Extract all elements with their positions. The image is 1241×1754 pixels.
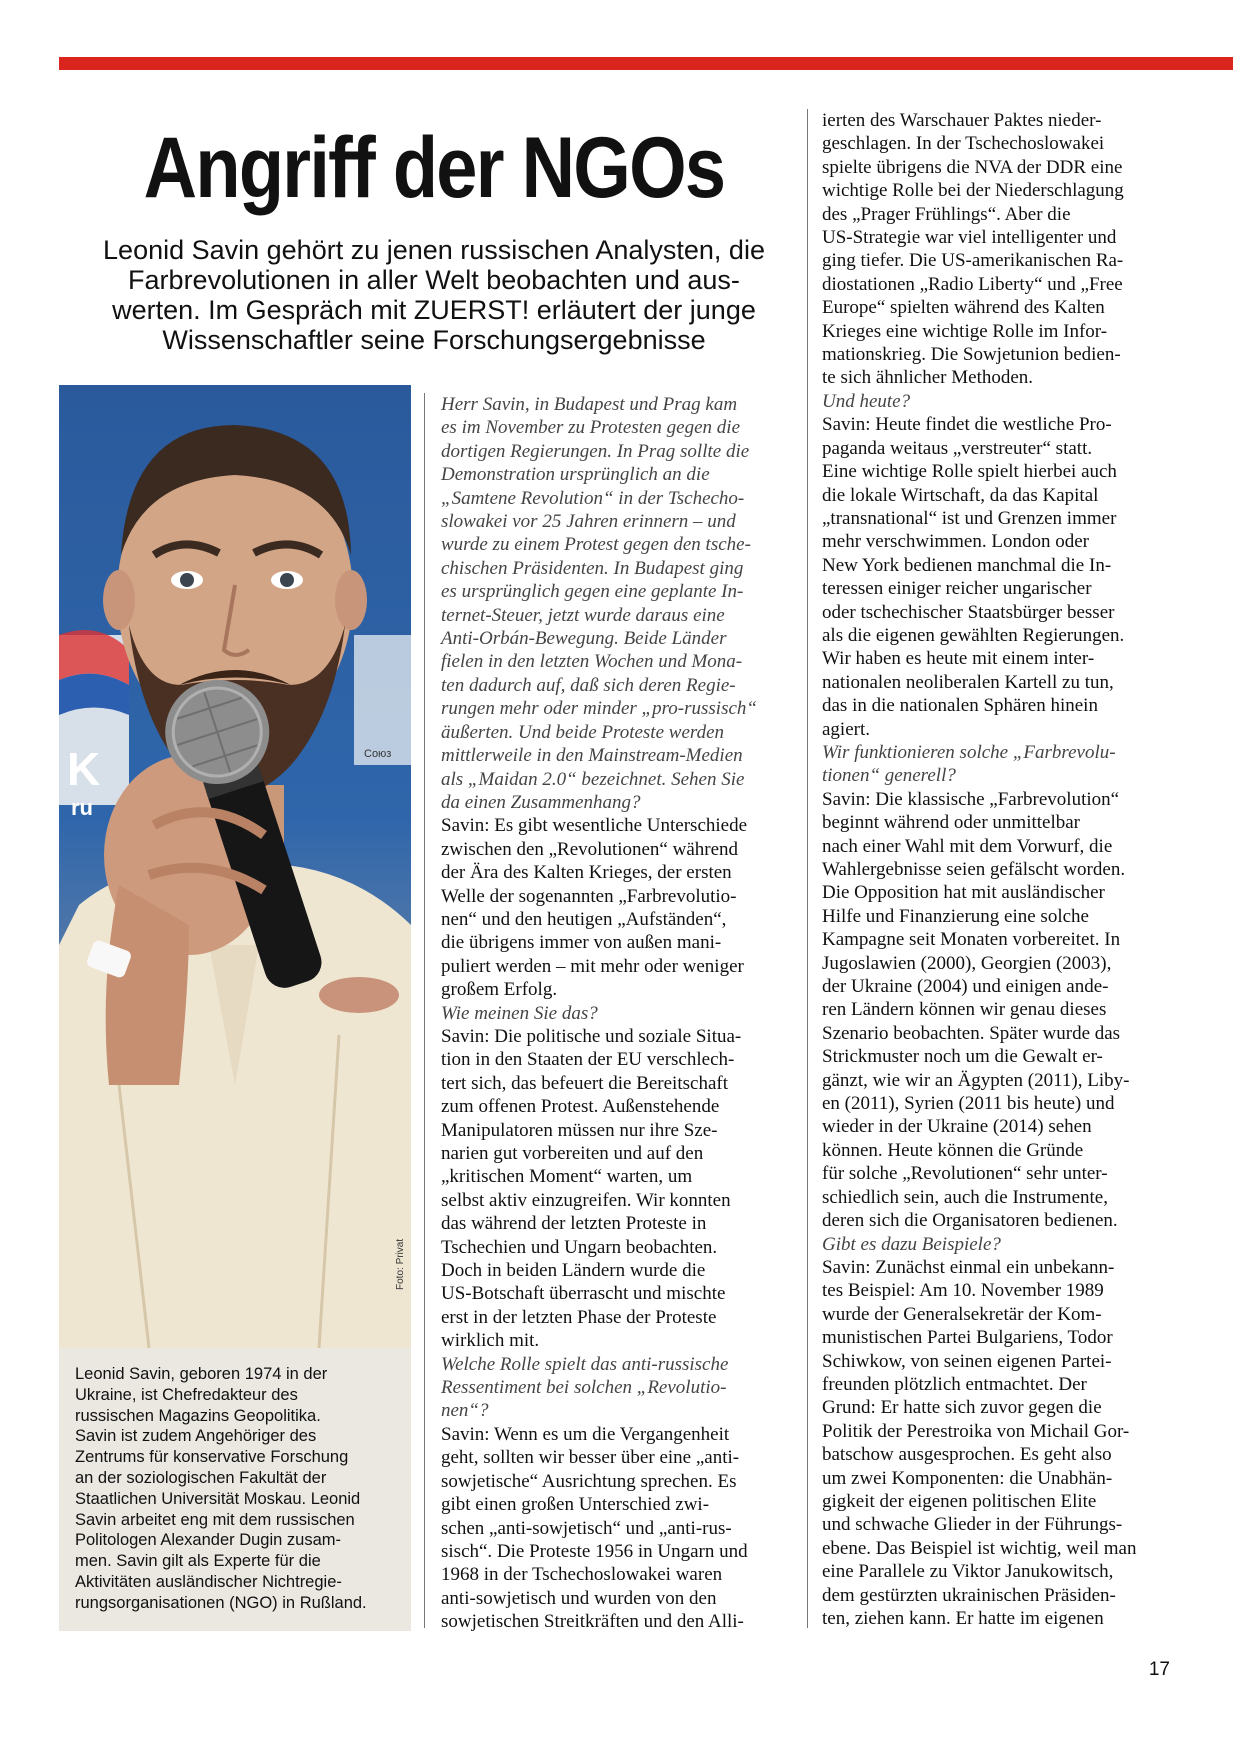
interview-question-line: ten dadurch auf, daß sich deren Regie- xyxy=(441,674,736,696)
answer-text-line: Schiwkow, von seinen eigenen Partei- xyxy=(822,1350,1112,1372)
answer-text-line: der Ukraine (2004) und einigen ande- xyxy=(822,976,1109,998)
answer-text-line: „kritischen Moment“ warten, um xyxy=(441,1166,693,1188)
answer-text-line: erst in der letzten Phase der Proteste xyxy=(441,1306,717,1328)
interview-question-line: Gibt es dazu Beispiele? xyxy=(822,1233,1001,1255)
portrait-photo xyxy=(59,385,411,1348)
answer-text-line: puliert werden – mit mehr oder weniger xyxy=(441,955,744,977)
text-column-middle xyxy=(441,393,794,1634)
article-lead xyxy=(59,235,809,355)
answer-text-line: gänzt, wie wir an Ägypten (2011), Liby- xyxy=(822,1069,1130,1091)
caption-line: an der soziologischen Fakultät der xyxy=(75,1468,327,1487)
answer-text-line: des „Prager Frühlings“. Aber die xyxy=(822,203,1071,225)
answer-text-line: Doch in beiden Ländern wurde die xyxy=(441,1260,706,1282)
answer-text-line: deren sich die Organisatoren bedienen. xyxy=(822,1210,1118,1232)
interview-question-line: Herr Savin, in Budapest und Prag kam xyxy=(441,394,738,415)
answer-text-line: mehr verschwimmen. London oder xyxy=(822,531,1089,553)
interview-question-line: mittlerweile in den Mainstream-Medien xyxy=(441,745,743,767)
answer-text-line: als die eigenen gewählten Regierungen. xyxy=(822,624,1125,646)
answer-text-line: Jugoslawien (2000), Georgien (2003), xyxy=(822,952,1112,974)
answer-text-line: ren Ländern können wir genau dieses xyxy=(822,999,1107,1021)
answer-text-line: schiedlich sein, auch die Instrumente, xyxy=(822,1186,1108,1208)
answer-text-line: ierten des Warschauer Paktes nieder- xyxy=(822,110,1102,131)
answer-text-line: agiert. xyxy=(822,718,871,740)
answer-text-line: sisch“. Die Proteste 1956 in Ungarn und xyxy=(441,1540,748,1562)
caption-line: Aktivitäten ausländischer Nichtregie- xyxy=(75,1572,342,1591)
caption-line: rungsorganisationen (NGO) in Rußland. xyxy=(75,1593,367,1612)
answer-text-line: gigkeit der eigenen politischen Elite xyxy=(822,1490,1097,1512)
banner-fragment-soyuz: Союз xyxy=(364,748,392,760)
answer-text-line: wirklich mit. xyxy=(441,1330,540,1352)
answer-text-line: dem gestürzten ukrainischen Präsiden- xyxy=(822,1584,1116,1606)
answer-text-line: spielte übrigens die NVA der DDR eine xyxy=(822,156,1123,178)
answer-text-line: Europe“ spielten während des Kalten xyxy=(822,297,1105,319)
caption-line: Zentrums für konservative Forschung xyxy=(75,1448,349,1467)
banner-fragment-ru: ru xyxy=(71,795,93,820)
answer-text-line: das in die nationalen Sphären hinein xyxy=(822,695,1098,717)
answer-text-line: tes Beispiel: Am 10. November 1989 xyxy=(822,1280,1104,1302)
answer-text-line: nationalen neoliberalen Kartell zu tun, xyxy=(822,671,1114,693)
interview-question-line: Wir funktionieren solche „Farbrevolu- xyxy=(822,741,1116,763)
interview-question-line: Ressentiment bei solchen „Revolutio- xyxy=(441,1377,727,1399)
answer-text-line: paganda weitaus „verstreuter“ statt. xyxy=(822,437,1093,459)
answer-text-line: Szenario beobachten. Später wurde das xyxy=(822,1022,1121,1044)
answer-text-line: tion in den Staaten der EU verschlech- xyxy=(441,1049,735,1071)
answer-text-line: te sich ähnlicher Methoden. xyxy=(822,367,1034,389)
answer-text-line: wichtige Rolle bei der Niederschlagung xyxy=(822,180,1124,202)
answer-text-line: Savin: Wenn es um die Vergangenheit xyxy=(441,1423,730,1445)
page-number: 17 xyxy=(1148,1659,1170,1680)
caption-line: Savin ist zudem Angehöriger des xyxy=(75,1427,317,1446)
interview-question-line: fielen in den letzten Wochen und Mona- xyxy=(441,651,743,673)
article-headline: Angriff der NGOs xyxy=(143,120,725,216)
answer-text-line: beginnt während oder unmittelbar xyxy=(822,812,1081,834)
answer-text-line: batschow ausgesprochen. Es geht also xyxy=(822,1444,1112,1466)
interview-question-line: wurde zu einem Protest gegen den tsche- xyxy=(441,534,751,556)
answer-text-line: Eine wichtige Rolle spielt hierbei auch xyxy=(822,461,1117,483)
answer-text-line: Wir haben es heute mit einem inter- xyxy=(822,648,1095,670)
interview-question-line: Wie meinen Sie das? xyxy=(441,1002,598,1024)
answer-text-line: der Ära des Kalten Krieges, der ersten xyxy=(441,862,732,884)
answer-text-line: 1968 in der Tschechoslowakei waren xyxy=(441,1564,723,1586)
text-column-right xyxy=(822,109,1177,1630)
answer-text-line: „transnational“ ist und Grenzen immer xyxy=(822,507,1117,529)
interview-question-line: nen“? xyxy=(441,1400,489,1422)
answer-text-line: ging tiefer. Die US-amerikanischen Ra- xyxy=(822,250,1124,272)
lead-line: Wissenschaftler seine Forschungsergebnisse xyxy=(162,325,706,355)
answer-text-line: narien gut vorbereiten und auf den xyxy=(441,1143,704,1164)
answer-text-line: um zwei Komponenten: die Unabhän- xyxy=(822,1467,1113,1489)
answer-text-line: großem Erfolg. xyxy=(441,979,558,1001)
answer-text-line: geschlagen. In der Tschechoslowakei xyxy=(822,133,1105,155)
column-divider xyxy=(807,109,808,1628)
column-divider xyxy=(424,393,425,1628)
answer-text-line: Savin: Die klassische „Farbrevolution“ xyxy=(822,788,1120,810)
answer-text-line: US-Botschaft überrascht und mischte xyxy=(441,1283,726,1305)
answer-text-line: ten, ziehen kann. Er hatte im eigenen xyxy=(822,1608,1104,1629)
interview-question-line: dortigen Regierungen. In Prag sollte die xyxy=(441,440,750,462)
answer-text-line: zwischen den „Revolutionen“ während xyxy=(441,838,739,860)
caption-line: russischen Magazins Geopolitika. xyxy=(75,1406,321,1425)
top-red-bar xyxy=(59,57,1233,70)
answer-text-line: selbst aktiv einzugreifen. Wir konnten xyxy=(441,1189,731,1211)
interview-question-line: slowakei vor 25 Jahren erinnern – und xyxy=(441,511,736,533)
answer-text-line: Wahlergebnisse seien gefälscht worden. xyxy=(822,859,1126,880)
answer-text-line: Tschechien und Ungarn beobachten. xyxy=(441,1236,718,1258)
answer-text-line: oder tschechischer Staatsbürger besser xyxy=(822,601,1115,623)
interview-question-line: Welche Rolle spielt das anti-russische xyxy=(441,1353,729,1375)
caption-line: Staatlichen Universität Moskau. Leonid xyxy=(75,1489,361,1508)
answer-text-line: Manipulatoren müssen nur ihre Sze- xyxy=(441,1119,718,1141)
answer-text-line: sowjetischen Streitkräften und den Alli- xyxy=(441,1611,744,1633)
interview-question-line: ternet-Steuer, jetzt wurde daraus eine xyxy=(441,604,725,626)
answer-text-line: Hilfe und Finanzierung eine solche xyxy=(822,905,1089,927)
answer-text-line: die übrigens immer von außen mani- xyxy=(441,932,722,954)
answer-text-line: munistischen Partei Bulgariens, Todor xyxy=(822,1327,1113,1349)
answer-text-line: Savin: Es gibt wesentliche Unterschiede xyxy=(441,815,748,837)
answer-text-line: freunden plötzlich entmachtet. Der xyxy=(822,1373,1087,1395)
answer-text-line: New York bedienen manchmal die In- xyxy=(822,554,1112,576)
answer-text-line: Die Opposition hat mit ausländischer xyxy=(822,882,1105,904)
banner-fragment-k: K xyxy=(67,743,101,795)
answer-text-line: Grund: Er hatte sich zuvor gegen die xyxy=(822,1397,1102,1419)
interview-question-line: „Samtene Revolution“ in der Tschecho- xyxy=(441,487,745,509)
caption-line: Ukraine, ist Chefredakteur des xyxy=(75,1385,298,1404)
interview-question-line: chischen Präsidenten. In Budapest ging xyxy=(441,557,744,579)
answer-text-line: Welle der sogenannten „Farbrevolutio- xyxy=(441,885,737,907)
interview-question-line: da einen Zusammenhang? xyxy=(441,791,641,813)
answer-text-line: Strickmuster noch um die Gewalt er- xyxy=(822,1046,1103,1068)
interview-question-line: Und heute? xyxy=(822,390,911,412)
answer-text-line: gibt einen großen Unterschied zwi- xyxy=(441,1494,710,1516)
answer-text-line: nach einer Wahl mit dem Vorwurf, die xyxy=(822,835,1113,857)
answer-text-line: können. Heute können die Gründe xyxy=(822,1139,1084,1161)
answer-text-line: en (2011), Syrien (2011 bis heute) und xyxy=(822,1093,1115,1115)
photo-caption xyxy=(59,1348,411,1631)
answer-text-line: wieder in der Ukraine (2014) sehen xyxy=(822,1116,1092,1138)
answer-text-line: US-Strategie war viel intelligenter und xyxy=(822,227,1117,249)
photo-credit: Foto: Privat xyxy=(395,1238,406,1290)
interview-question-line: Demonstration ursprünglich an die xyxy=(441,464,710,486)
lead-line: Farbrevolutionen in aller Welt beobachten und aus- xyxy=(128,265,740,295)
answer-text-line: Savin: Heute findet die westliche Pro- xyxy=(822,414,1112,436)
answer-text-line: teressen einiger reicher ungarischer xyxy=(822,578,1092,600)
answer-text-line: Politik der Perestroika von Michail Gor- xyxy=(822,1420,1130,1442)
caption-line: Savin arbeitet eng mit dem russischen xyxy=(75,1510,355,1529)
answer-text-line: das während der letzten Proteste in xyxy=(441,1213,707,1235)
answer-text-line: mationskrieg. Die Sowjetunion bedien- xyxy=(822,344,1121,366)
answer-text-line: Savin: Die politische und soziale Situa- xyxy=(441,1025,742,1047)
interview-question-line: es ursprünglich gegen eine geplante In- xyxy=(441,581,744,603)
answer-text-line: diostationen „Radio Liberty“ und „Free xyxy=(822,273,1123,295)
answer-text-line: Savin: Zunächst einmal ein unbekann- xyxy=(822,1256,1115,1278)
interview-question-line: es im November zu Protesten gegen die xyxy=(441,417,740,439)
caption-line: men. Savin gilt als Experte für die xyxy=(75,1552,321,1571)
answer-text-line: und schwache Glieder in der Führungs- xyxy=(822,1514,1123,1536)
answer-text-line: Kampagne seit Monaten vorbereitet. In xyxy=(822,929,1121,951)
lead-line: werten. Im Gespräch mit ZUERST! erläutert der junge xyxy=(112,295,756,325)
interview-question-line: rungen mehr oder minder „pro-russisch“ xyxy=(441,698,757,720)
answer-text-line: die lokale Wirtschaft, da das Kapital xyxy=(822,484,1099,506)
answer-text-line: nen“ und den heutigen „Aufständen“, xyxy=(441,908,727,930)
answer-text-line: eine Parallele zu Viktor Janukowitsch, xyxy=(822,1561,1114,1583)
lead-line: Leonid Savin gehört zu jenen russischen Analysten, die xyxy=(103,235,765,265)
answer-text-line: sowjetische“ Ausrichtung sprechen. Es xyxy=(441,1470,737,1492)
answer-text-line: zum offenen Protest. Außenstehende xyxy=(441,1096,720,1118)
interview-question-line: äußerten. Und beide Proteste werden xyxy=(441,721,724,743)
answer-text-line: wurde der Generalsekretär der Kom- xyxy=(822,1303,1102,1325)
answer-text-line: geht, sollten wir besser über eine „anti- xyxy=(441,1447,740,1469)
answer-text-line: tert sich, das befeuert die Bereitschaft xyxy=(441,1072,728,1094)
portrait-illustration xyxy=(59,385,411,1348)
interview-question-line: tionen“ generell? xyxy=(822,765,956,787)
answer-text-line: Krieges eine wichtige Rolle im Infor- xyxy=(822,320,1108,342)
answer-text-line: anti-sowjetisch und wurden von den xyxy=(441,1587,717,1609)
interview-question-line: als „Maidan 2.0“ bezeichnet. Sehen Sie xyxy=(441,768,745,790)
caption-line: Leonid Savin, geboren 1974 in der xyxy=(75,1365,328,1383)
interview-question-line: Anti-Orbán-Bewegung. Beide Länder xyxy=(441,628,727,650)
answer-text-line: schen „anti-sowjetisch“ und „anti-rus- xyxy=(441,1517,732,1539)
answer-text-line: ebene. Das Beispiel ist wichtig, weil man xyxy=(822,1537,1137,1559)
answer-text-line: für solche „Revolutionen“ sehr unter- xyxy=(822,1163,1108,1185)
caption-line: Politologen Alexander Dugin zusam- xyxy=(75,1531,341,1550)
